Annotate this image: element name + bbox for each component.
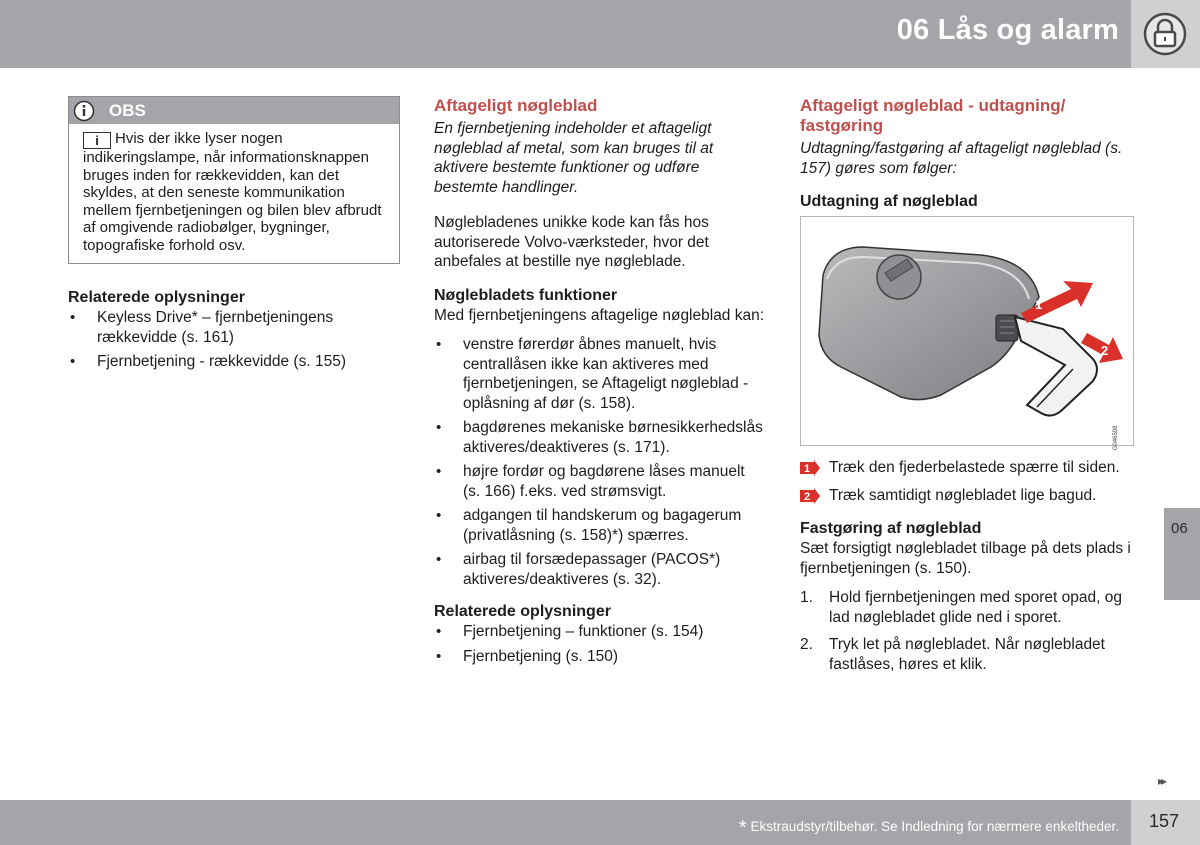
- callout-1-num: 1: [804, 463, 811, 475]
- step-number: 1.: [800, 589, 813, 606]
- removal-steps: [800, 458, 1134, 505]
- callout-2-num: 2: [804, 490, 811, 503]
- column-2: [434, 96, 766, 671]
- callout-2-text: Træk samtidigt nøglebladet lige bagud.: [829, 486, 1097, 504]
- column-1: [68, 96, 400, 377]
- chapter-side-tab[interactable]: [1164, 508, 1200, 600]
- function-item: • airbag til forsædepassager (PACOS*) aktiveres/deaktiveres (s. 32).: [434, 550, 766, 589]
- footer-note: [739, 814, 1119, 837]
- section-title-detachable-key: Aftageligt nøgleblad: [434, 96, 598, 115]
- info-icon: [73, 100, 95, 122]
- obs-body: [69, 124, 399, 263]
- step-text: Hold fjernbetjeningen med sporet opad, og lad nøglebladet glide ned i sporet.: [829, 589, 1122, 626]
- info-small-icon: i: [83, 132, 111, 149]
- remote-key-drawing: [801, 217, 1133, 445]
- related-item[interactable]: • Fjernbetjening – funktioner (s. 154): [434, 622, 766, 642]
- functions-title: Nøglebladets funktioner: [434, 286, 618, 304]
- functions-lead: Med fjernbetjeningens aftagelige nøgleblad kan:: [434, 306, 765, 324]
- paragraph-key-code: Nøglebladenes unikke kode kan fås hos autoriserede Volvo-værksteder, hvor det anbefales at bestille nye nøgleblade.: [434, 214, 709, 270]
- function-item: • adgangen til handskerum og bagagerum (privatlåsning (s. 158)*) spærres.: [434, 506, 766, 545]
- callout-1-text: Træk den fjederbelastede spærre til siden.: [829, 459, 1120, 476]
- callout-1-marker: [800, 460, 820, 476]
- function-item: • venstre førerdør åbnes manuelt, hvis centrallåsen ikke kan aktiveres med fjernbetjeningen, se Aftageligt nøgleblad - oplåsning af dør (s. 158).: [434, 335, 766, 413]
- key-removal-illustration: [800, 216, 1134, 450]
- section-title-removal-attach: Aftageligt nøgleblad - udtagning/ fastgøring: [800, 96, 1066, 135]
- page-number-box: [1131, 800, 1200, 845]
- step-number: 2.: [800, 636, 813, 653]
- continue-arrows-icon: ▸▸: [1158, 774, 1165, 788]
- page-number: 157: [1149, 811, 1180, 831]
- obs-header: [69, 97, 399, 124]
- page-header: [0, 0, 1131, 68]
- obs-note-box: [68, 96, 400, 264]
- section-intro: En fjernbetjening indeholder et aftageligt nøgleblad af metal, som kan bruges til at aktivere bestemte funktioner og udføre bestemte handlinger.: [434, 120, 714, 196]
- obs-text: Hvis der ikke lyser nogen indikeringslampe, når informationsknappen bruges inden for rækkevidden, kan det skyldes, at den seneste kommunikation mellem fjernbetjeningen og bilen blev afbrudt af omgivende radiobølger, bygninger, topografiske forhold osv.: [83, 130, 382, 254]
- footnote-star: *: [738, 817, 747, 839]
- related-title-2: Relaterede oplysninger: [434, 603, 611, 620]
- attach-step: [800, 588, 1134, 627]
- section-intro-3: Udtagning/fastgøring af aftageligt nøgleblad (s. 157) gøres som følger:: [800, 140, 1123, 177]
- column-3: [800, 96, 1134, 682]
- side-tab-label: 06: [1171, 520, 1188, 537]
- step-text: Tryk let på nøglebladet. Når nøglebladet fastlåses, høres et klik.: [829, 636, 1105, 673]
- related-title-1: Relaterede oplysninger: [68, 289, 245, 306]
- function-item: • højre fordør og bagdørene låses manuelt (s. 166) f.eks. ved strømsvigt.: [434, 462, 766, 501]
- figure-code: G046598: [1113, 425, 1120, 450]
- function-item: • bagdørenes mekaniske børnesikkerhedslås aktiveres/deaktiveres (s. 171).: [434, 418, 766, 457]
- related-item[interactable]: • Fjernbetjening - rækkevidde (s. 155): [68, 352, 400, 372]
- related-item[interactable]: • Keyless Drive* – fjernbetjeningens rækkevidde (s. 161): [68, 308, 400, 347]
- attach-lead: Sæt forsigtigt nøglebladet tilbage på dets plads i fjernbetjeningen (s. 150).: [800, 540, 1131, 577]
- attach-steps: [800, 588, 1134, 674]
- callout-2: [800, 486, 1134, 506]
- chapter-icon-box: [1131, 0, 1200, 68]
- related-item[interactable]: • Fjernbetjening (s. 150): [434, 647, 766, 667]
- attach-step: [800, 635, 1134, 674]
- footer-note-text: Ekstraudstyr/tilbehør. Se Indledning for nærmere enkeltheder.: [750, 819, 1119, 834]
- chapter-title: 06 Lås og alarm: [896, 14, 1119, 46]
- lock-icon: [1143, 12, 1187, 56]
- arrow-2-label: 2: [1101, 343, 1109, 358]
- page-footer: [0, 800, 1131, 845]
- arrow-1-label: 1: [1035, 297, 1043, 312]
- callout-2-marker: [800, 488, 820, 504]
- related-list-1: [68, 308, 400, 372]
- functions-list: [434, 335, 766, 589]
- callout-1: [800, 458, 1134, 478]
- related-list-2: [434, 622, 766, 666]
- obs-label: OBS: [109, 101, 146, 120]
- removal-title: Udtagning af nøgleblad: [800, 193, 978, 210]
- attach-title: Fastgøring af nøgleblad: [800, 520, 982, 537]
